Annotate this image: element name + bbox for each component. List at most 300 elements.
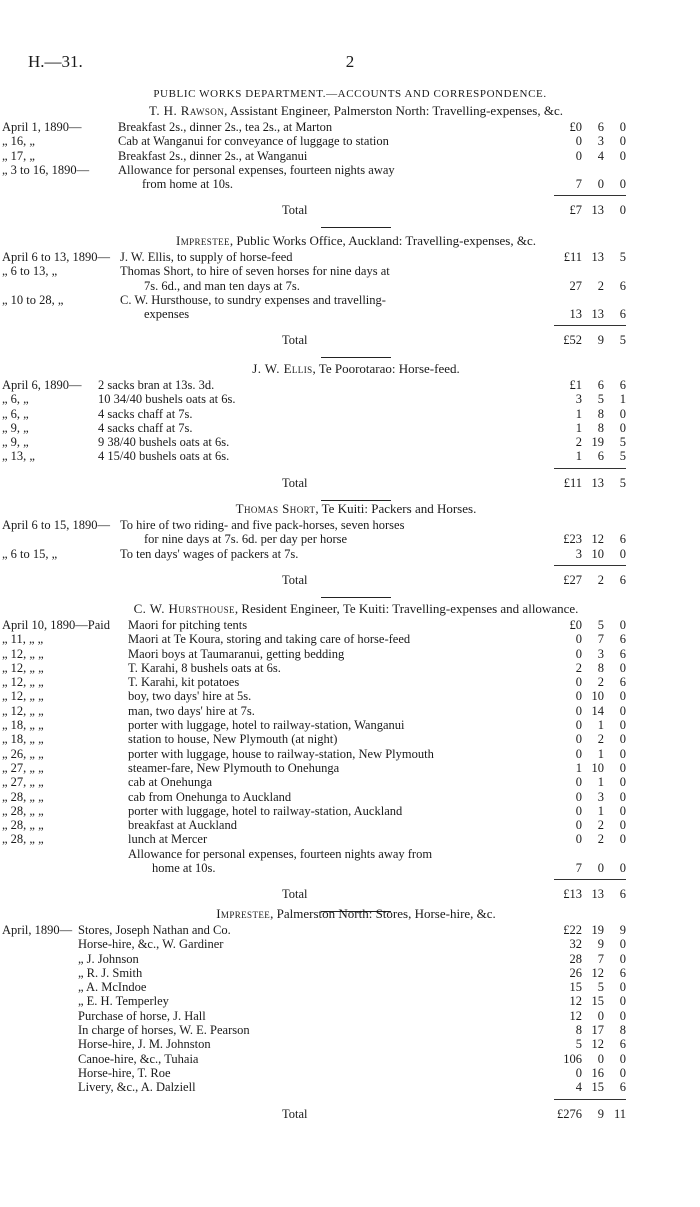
entry-description: steamer-fare, New Plymouth to Onehunga (128, 760, 340, 775)
entry-row (2, 632, 626, 647)
amount-pounds: 1 (575, 760, 582, 775)
amount-shillings: 2 (597, 732, 604, 747)
amount-pounds: 27 (569, 278, 582, 293)
amount-pence: 0 (619, 789, 626, 804)
total-rule (86, 464, 626, 472)
entry-date: „ 27, „ „ (2, 760, 44, 775)
entry-description: „ A. McIndoe (78, 980, 147, 995)
page-number: 2 (345, 52, 355, 71)
entry-description: breakfast at Auckland (128, 818, 237, 833)
entry-row (78, 1051, 626, 1066)
amount-shillings: 12 (591, 1037, 604, 1052)
amount-pence: 0 (619, 134, 626, 149)
amount-pounds: 0 (575, 148, 582, 163)
entry-description: T. Karahi, 8 bushels oats at 6s. (128, 660, 281, 675)
amount-pounds: 4 (575, 1080, 582, 1095)
entry-date: „ 13, „ (2, 449, 35, 464)
entry-row (2, 718, 626, 733)
amount-pounds: 2 (575, 660, 582, 675)
amount-shillings: 19 (591, 923, 604, 937)
total-shillings: 9 (597, 1106, 604, 1121)
entry-row (86, 532, 626, 546)
amount-pounds: 3 (575, 546, 582, 561)
account-section (2, 905, 626, 1125)
section-divider (321, 597, 391, 598)
entry-description: „ R. J. Smith (78, 965, 143, 980)
amount-pounds: 1 (575, 449, 582, 464)
total-shillings: 9 (597, 333, 604, 348)
total-shillings: 13 (591, 887, 604, 902)
entry-row (2, 789, 626, 804)
entry-description: 4 sacks chaff at 7s. (98, 406, 193, 421)
entry-date: „ 26, „ „ (2, 746, 44, 761)
entry-description: Horse-hire, &c., W. Gardiner (78, 937, 224, 952)
amount-pence: 0 (619, 732, 626, 747)
total-pence: 5 (619, 333, 626, 348)
entry-row (2, 660, 626, 675)
amount-shillings: 10 (591, 689, 604, 704)
entry-date: „ 10 to 28, „ (2, 292, 64, 307)
amount-pounds: 3 (575, 392, 582, 407)
amount-shillings: 0 (597, 1051, 604, 1066)
total-row (86, 329, 626, 351)
total-pounds: £52 (563, 333, 582, 348)
entry-description: Horse-hire, J. M. Johnston (78, 1037, 211, 1052)
entry-date: April 10, 1890—Paid (2, 618, 110, 632)
section-payee-name: Imprestee (175, 233, 230, 248)
entry-description: To ten days' wages of packers at 7s. (120, 546, 299, 561)
entry-description: from home at 10s. (142, 177, 233, 192)
amount-shillings: 5 (597, 392, 604, 407)
department-heading: PUBLIC WORKS DEPARTMENT.—ACCOUNTS AND CORRESPONDENCE. (153, 88, 547, 100)
section-description: , Public Works Office, Auckland: Travelling-expenses, &c. (229, 233, 537, 248)
entry-date: April 6, 1890— (2, 378, 82, 392)
entry-row (2, 546, 626, 561)
amount-pounds: 5 (575, 1037, 582, 1052)
entry-row (2, 292, 626, 307)
amount-pounds: 7 (575, 177, 582, 192)
entry-description: lunch at Mercer (128, 832, 208, 847)
entry-description: cab from Onehunga to Auckland (128, 789, 292, 804)
total-pence: 11 (613, 1106, 626, 1121)
entry-description: Maori for pitching tents (128, 618, 248, 632)
amount-pence: 0 (619, 937, 626, 952)
amount-pounds: 0 (575, 646, 582, 661)
total-label: Total (282, 333, 308, 348)
amount-shillings: 7 (597, 632, 604, 647)
total-label: Total (282, 1106, 308, 1121)
entry-row (2, 618, 626, 632)
entry-description: 9 38/40 bushels oats at 6s. (98, 435, 230, 450)
amount-pounds: 1 (575, 406, 582, 421)
total-pence: 6 (619, 572, 626, 587)
page-reference: H.—31. (28, 52, 83, 71)
amount-pence: 0 (619, 660, 626, 675)
account-section (2, 360, 626, 507)
entry-date: „ 6, „ (2, 392, 29, 407)
entry-description: Maori boys at Taumaranui, getting bedding (128, 646, 345, 661)
entry-row (2, 406, 626, 421)
entry-description: Breakfast 2s., dinner 2s., at Wanganui (118, 148, 308, 163)
amount-shillings: 3 (597, 134, 604, 149)
entry-row (2, 435, 626, 450)
entry-row (78, 1023, 626, 1038)
entry-description: 4 15/40 bushels oats at 6s. (98, 449, 230, 464)
amount-pounds: 1 (575, 420, 582, 435)
entry-description: home at 10s. (152, 861, 216, 876)
entry-row (2, 803, 626, 818)
amount-pounds: 32 (569, 937, 582, 952)
amount-pounds: £0 (569, 120, 582, 134)
amount-shillings: 19 (591, 435, 604, 450)
entry-description: porter with luggage, house to railway-station, New Plymouth (128, 746, 434, 761)
entry-row (2, 378, 626, 392)
amount-pounds: 0 (575, 718, 582, 733)
entry-row (2, 775, 626, 790)
entry-row (2, 832, 626, 847)
total-rule (86, 321, 626, 329)
amount-pounds: 12 (569, 994, 582, 1009)
total-label: Total (282, 572, 308, 587)
amount-shillings: 16 (591, 1065, 604, 1080)
entry-row (2, 148, 626, 163)
entry-date: April 6 to 15, 1890— (2, 518, 110, 532)
entry-description: Stores, Joseph Nathan and Co. (78, 923, 231, 937)
amount-pence: 0 (619, 803, 626, 818)
amount-pence: 0 (619, 148, 626, 163)
section-divider (321, 357, 391, 358)
amount-pounds: 0 (575, 832, 582, 847)
amount-shillings: 1 (597, 803, 604, 818)
amount-pence: 6 (619, 378, 626, 392)
amount-pounds: 13 (569, 307, 582, 322)
entry-row (2, 703, 626, 718)
entry-row (2, 689, 626, 704)
amount-shillings: 0 (597, 177, 604, 192)
entry-date: „ 3 to 16, 1890— (2, 162, 90, 177)
amount-pounds: 106 (563, 1051, 582, 1066)
amount-pence: 0 (619, 951, 626, 966)
entry-date: „ 18, „ „ (2, 732, 44, 747)
entry-description: station to house, New Plymouth (at night) (128, 732, 338, 747)
entry-row (2, 675, 626, 690)
amount-shillings: 2 (597, 675, 604, 690)
section-description: , Palmerston North: Stores, Horse-hire, &c. (270, 906, 496, 921)
entry-row (2, 449, 626, 464)
amount-shillings: 3 (597, 789, 604, 804)
section-payee-name: Thomas Short (235, 501, 316, 516)
amount-pounds: 2 (575, 435, 582, 450)
total-row (86, 569, 626, 591)
entry-row (78, 1080, 626, 1095)
amount-shillings: 12 (591, 532, 604, 547)
amount-pounds: £11 (563, 250, 582, 264)
entry-description: Thomas Short, to hire of seven horses for nine days at (120, 264, 390, 279)
amount-pence: 6 (619, 307, 626, 322)
section-description: , Te Kuiti: Packers and Horses. (315, 501, 477, 516)
entry-row (78, 1008, 626, 1023)
amount-shillings: 12 (591, 965, 604, 980)
entry-description: Allowance for personal expenses, fourteen nights away from (128, 846, 433, 861)
amount-pence: 0 (619, 994, 626, 1009)
amount-pounds: 0 (575, 818, 582, 833)
amount-pence: 0 (619, 546, 626, 561)
entry-row (2, 134, 626, 149)
entry-description: cab at Onehunga (128, 775, 212, 790)
amount-pounds: £22 (563, 923, 582, 937)
total-shillings: 2 (597, 572, 604, 587)
amount-shillings: 0 (597, 861, 604, 876)
amount-shillings: 14 (591, 703, 604, 718)
section-title (86, 600, 626, 618)
amount-pence: 0 (619, 618, 626, 632)
entry-date: „ 17, „ (2, 148, 35, 163)
total-row (86, 883, 626, 905)
entry-date: „ 28, „ „ (2, 789, 44, 804)
entry-date: „ 12, „ „ (2, 675, 44, 690)
entry-row (86, 847, 626, 861)
section-payee-name: T. H. Rawson (148, 103, 225, 118)
amount-shillings: 6 (597, 449, 604, 464)
amount-shillings: 13 (591, 307, 604, 322)
amount-shillings: 2 (597, 818, 604, 833)
amount-shillings: 13 (591, 250, 604, 264)
amount-pence: 6 (619, 965, 626, 980)
account-section (2, 102, 626, 234)
entry-row (2, 518, 626, 532)
amount-pence: 0 (619, 177, 626, 192)
entry-description: 10 34/40 bushels oats at 6s. (98, 392, 236, 407)
total-pounds: £276 (557, 1106, 582, 1121)
entry-description: 2 sacks bran at 13s. 3d. (98, 378, 215, 392)
amount-pence: 5 (619, 435, 626, 450)
total-pounds: £13 (563, 887, 582, 902)
amount-shillings: 8 (597, 660, 604, 675)
total-pence: 0 (619, 203, 626, 218)
account-section (2, 500, 626, 604)
amount-pounds: 0 (575, 134, 582, 149)
entry-description: In charge of horses, W. E. Pearson (78, 1023, 250, 1038)
entry-row (2, 420, 626, 435)
total-pounds: £11 (563, 475, 582, 490)
entry-description: J. W. Ellis, to supply of horse-feed (120, 250, 293, 264)
entry-row (78, 994, 626, 1009)
amount-pence: 6 (619, 632, 626, 647)
section-payee-name: Imprestee (216, 906, 271, 921)
total-label: Total (282, 203, 308, 218)
entry-description: To hire of two riding- and five pack-horses, seven horses (120, 518, 405, 532)
entry-row (78, 1037, 626, 1052)
amount-pounds: £0 (569, 618, 582, 632)
section-title (86, 232, 626, 250)
entry-description: man, two days' hire at 7s. (128, 703, 255, 718)
amount-shillings: 2 (597, 832, 604, 847)
amount-shillings: 17 (591, 1023, 604, 1038)
entry-row (86, 177, 626, 191)
entry-description: porter with luggage, hotel to railway-station, Auckland (128, 803, 403, 818)
section-divider (321, 227, 391, 228)
amount-shillings: 1 (597, 775, 604, 790)
total-row (86, 1103, 626, 1125)
total-pounds: £7 (569, 203, 582, 218)
total-pence: 5 (619, 475, 626, 490)
amount-pence: 0 (619, 1051, 626, 1066)
entry-date: „ 6 to 13, „ (2, 264, 58, 279)
amount-pence: 6 (619, 1037, 626, 1052)
total-shillings: 13 (591, 475, 604, 490)
amount-shillings: 1 (597, 718, 604, 733)
entry-row (78, 965, 626, 980)
amount-shillings: 15 (591, 994, 604, 1009)
entry-row (2, 746, 626, 761)
amount-shillings: 5 (597, 980, 604, 995)
amount-shillings: 7 (597, 951, 604, 966)
amount-pounds: 28 (569, 951, 582, 966)
account-section (2, 600, 626, 918)
amount-pence: 6 (619, 675, 626, 690)
section-title (86, 102, 626, 120)
amount-pounds: £23 (563, 532, 582, 547)
entry-description: C. W. Hursthouse, to sundry expenses and travelling- (120, 292, 386, 307)
section-title (86, 905, 626, 923)
total-row (86, 472, 626, 494)
entry-description: „ E. H. Temperley (78, 994, 169, 1009)
amount-pounds: 7 (575, 861, 582, 876)
entry-date: „ 16, „ (2, 134, 35, 149)
entry-date: „ 6 to 15, „ (2, 546, 58, 561)
entry-row (2, 818, 626, 833)
amount-pounds: 0 (575, 732, 582, 747)
entry-date: April 6 to 13, 1890— (2, 250, 110, 264)
entry-date: „ 28, „ „ (2, 818, 44, 833)
amount-shillings: 0 (597, 1008, 604, 1023)
entry-date: „ 28, „ „ (2, 832, 44, 847)
entry-row (2, 646, 626, 661)
entry-date: „ 6, „ (2, 406, 29, 421)
amount-pounds: 0 (575, 632, 582, 647)
amount-pence: 0 (619, 689, 626, 704)
section-description: , Te Poorotarao: Horse-feed. (312, 361, 460, 376)
amount-shillings: 1 (597, 746, 604, 761)
entry-row (2, 264, 626, 279)
amount-shillings: 3 (597, 646, 604, 661)
amount-shillings: 8 (597, 406, 604, 421)
entry-date: „ 12, „ „ (2, 689, 44, 704)
entry-row (86, 279, 626, 293)
entry-date: „ 12, „ „ (2, 646, 44, 661)
total-shillings: 13 (591, 203, 604, 218)
amount-shillings: 10 (591, 760, 604, 775)
entry-description: 4 sacks chaff at 7s. (98, 420, 193, 435)
amount-shillings: 10 (591, 546, 604, 561)
amount-pence: 0 (619, 746, 626, 761)
amount-shillings: 5 (597, 618, 604, 632)
entry-description: 7s. 6d., and man ten days at 7s. (144, 278, 300, 293)
entry-description: Purchase of horse, J. Hall (78, 1008, 206, 1023)
entry-row (2, 162, 626, 177)
amount-pounds: 0 (575, 689, 582, 704)
amount-pence: 0 (619, 1008, 626, 1023)
total-rule (86, 561, 626, 569)
amount-pence: 0 (619, 1065, 626, 1080)
amount-pounds: 0 (575, 1065, 582, 1080)
amount-pounds: 0 (575, 789, 582, 804)
total-rule (86, 875, 626, 883)
account-section (2, 232, 626, 364)
amount-pence: 6 (619, 646, 626, 661)
entry-description: T. Karahi, kit potatoes (128, 675, 240, 690)
amount-pounds: 0 (575, 803, 582, 818)
amount-pence: 1 (619, 392, 626, 407)
amount-pounds: 0 (575, 675, 582, 690)
amount-shillings: 8 (597, 420, 604, 435)
total-pounds: £27 (563, 572, 582, 587)
total-label: Total (282, 475, 308, 490)
entry-description: porter with luggage, hotel to railway-station, Wanganui (128, 718, 405, 733)
amount-pence: 0 (619, 703, 626, 718)
entry-date: „ 27, „ „ (2, 775, 44, 790)
amount-pence: 0 (619, 718, 626, 733)
entry-row (2, 392, 626, 407)
entry-date: April, 1890— (2, 923, 73, 937)
amount-pence: 6 (619, 278, 626, 293)
entry-date: „ 12, „ „ (2, 660, 44, 675)
amount-pence: 0 (619, 406, 626, 421)
entry-date: „ 9, „ (2, 435, 29, 450)
entry-row (2, 120, 626, 134)
amount-pence: 5 (619, 449, 626, 464)
amount-shillings: 2 (597, 278, 604, 293)
total-pence: 6 (619, 887, 626, 902)
amount-pence: 0 (619, 861, 626, 876)
amount-shillings: 6 (597, 120, 604, 134)
entry-description: for nine days at 7s. 6d. per day per horse (144, 532, 348, 547)
entry-description: Breakfast 2s., dinner 2s., tea 2s., at Marton (118, 120, 333, 134)
entry-date: „ 11, „ „ (2, 632, 44, 647)
entry-row (78, 1065, 626, 1080)
amount-pence: 6 (619, 532, 626, 547)
amount-pence: 0 (619, 760, 626, 775)
total-rule (86, 191, 626, 199)
entry-row (86, 861, 626, 875)
section-payee-name: C. W. Hursthouse (133, 601, 235, 616)
section-description: , Assistant Engineer, Palmerston North: Travelling-expenses, &c. (224, 103, 563, 118)
section-title (86, 360, 626, 378)
entry-row (78, 980, 626, 995)
entry-row (2, 250, 626, 264)
amount-pounds: 0 (575, 775, 582, 790)
section-description: , Resident Engineer, Te Kuiti: Travelling-expenses and allowance. (234, 601, 579, 616)
entry-row (2, 923, 626, 937)
entry-row (78, 937, 626, 952)
amount-pence: 0 (619, 775, 626, 790)
amount-shillings: 15 (591, 1080, 604, 1095)
amount-pounds: £1 (569, 378, 582, 392)
amount-pounds: 26 (569, 965, 582, 980)
amount-pence: 0 (619, 818, 626, 833)
amount-shillings: 6 (597, 378, 604, 392)
section-title (86, 500, 626, 518)
entry-description: Allowance for personal expenses, fourteen nights away (118, 162, 395, 177)
entry-description: Livery, &c., A. Dalziell (78, 1080, 196, 1095)
amount-pounds: 12 (569, 1008, 582, 1023)
amount-pence: 9 (619, 923, 626, 937)
entry-description: expenses (144, 307, 190, 322)
entry-row (78, 951, 626, 966)
amount-pence: 5 (619, 250, 626, 264)
total-row (86, 199, 626, 221)
amount-pence: 8 (619, 1023, 626, 1038)
